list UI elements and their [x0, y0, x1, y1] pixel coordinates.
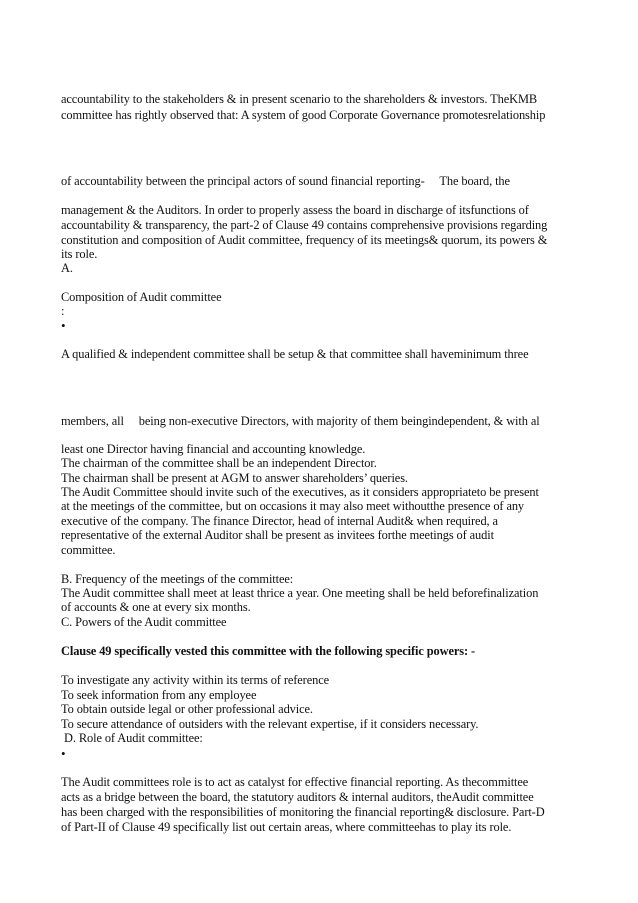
text-line: executive of the company. The finance Director, head of internal Audit& when required, a	[61, 514, 498, 528]
text-line: management & the Auditors. In order to properly assess the board in discharge of itsfunctions of	[61, 203, 529, 217]
text-line: of accounts & one at every six months.	[61, 600, 251, 614]
bold-statement: Clause 49 specifically vested this committee with the following specific powers: -	[61, 644, 476, 658]
list-item: To secure attendance of outsiders with the relevant expertise, if it considers necessary.	[61, 717, 479, 731]
section-heading: D. Role of Audit committee:	[61, 731, 203, 745]
text-line: The chairman shall be present at AGM to answer shareholders’ queries.	[61, 471, 408, 485]
text-line: has been charged with the responsibilities of monitoring the financial reporting& disclosure. Part-D	[61, 805, 545, 819]
text-line: The Audit Committee should invite such of the executives, as it considers appropriateto be present	[61, 485, 539, 499]
text-line: The chairman of the committee shall be an independent Director.	[61, 456, 377, 470]
list-item: To seek information from any employee	[61, 688, 257, 702]
list-item: To investigate any activity within its terms of reference	[61, 673, 330, 687]
list-item: To obtain outside legal or other professional advice.	[61, 702, 313, 716]
text-line: members, all being non-executive Directors, with majority of them beingindependent, & with al	[61, 414, 540, 428]
text-line: A qualified & independent committee shall be setup & that committee shall haveminimum three	[61, 347, 529, 361]
section-heading: Composition of Audit committee	[61, 290, 222, 304]
text-line: committee.	[61, 543, 116, 557]
text-line: The Audit committee shall meet at least thrice a year. One meeting shall be held beforefinalization	[61, 586, 539, 600]
text-line: acts as a bridge between the board, the statutory auditors & internal auditors, theAudit committee	[61, 790, 534, 804]
text-line: its role.	[61, 247, 98, 261]
text-line: representative of the external Auditor shall be present as invitees forthe meetings of audit	[61, 528, 494, 542]
text-line: accountability & transparency, the part-2 of Clause 49 contains comprehensive provisions regarding	[61, 218, 548, 232]
text-line: least one Director having financial and accounting knowledge.	[61, 442, 366, 456]
text-line: of accountability between the principal actors of sound financial reporting- The board, the	[61, 174, 510, 188]
bullet-icon: •	[61, 318, 66, 333]
section-heading: C. Powers of the Audit committee	[61, 615, 227, 629]
text-line: committee has rightly observed that: A system of good Corporate Governance promotesrelationship	[61, 108, 546, 122]
section-heading: B. Frequency of the meetings of the committee:	[61, 572, 294, 586]
text-line: at the meetings of the committee, but on occasions it may also meet withoutthe presence of any	[61, 499, 525, 513]
text-line: of Part-II of Clause 49 specifically list out certain areas, where committeehas to play its role.	[61, 820, 512, 834]
text-line: accountability to the stakeholders & in present scenario to the shareholders & investors. TheKMB	[61, 92, 538, 106]
heading-colon: :	[61, 304, 65, 318]
text-line: The Audit committees role is to act as catalyst for effective financial reporting. As thecommittee	[61, 775, 529, 789]
section-label: A.	[61, 261, 73, 275]
bullet-icon: •	[61, 746, 66, 761]
text-line: constitution and composition of Audit committee, frequency of its meetings& quorum, its powers &	[61, 233, 548, 247]
